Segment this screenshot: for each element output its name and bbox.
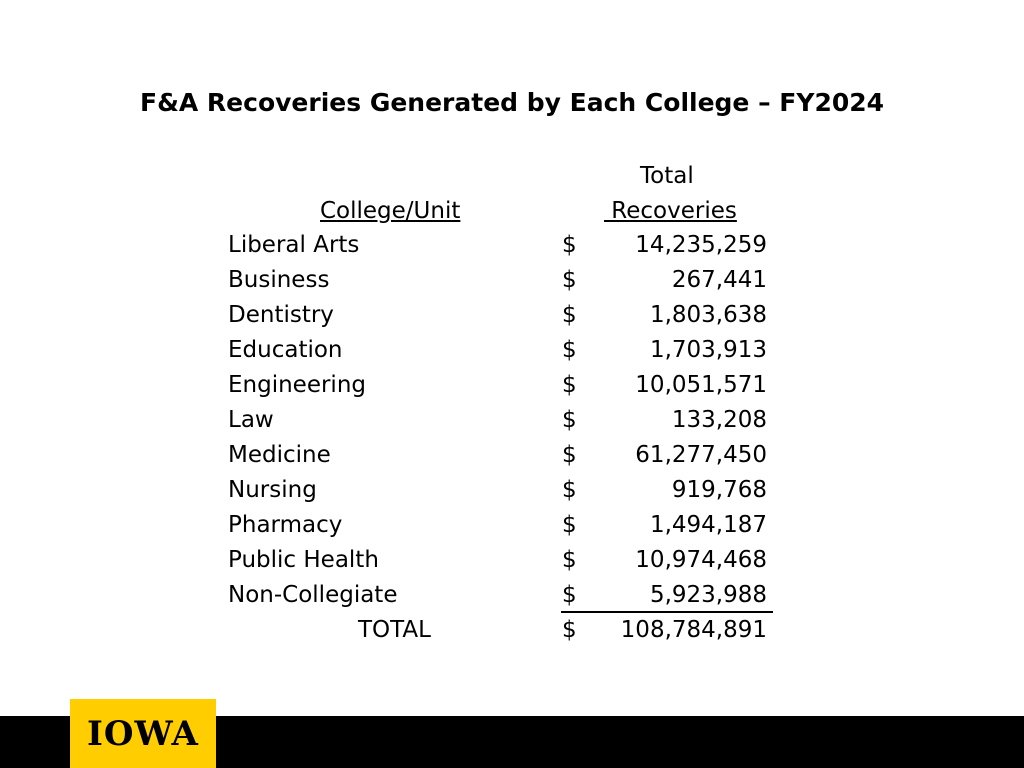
college-name: Nursing bbox=[228, 477, 317, 503]
table-row bbox=[0, 475, 1024, 510]
recovery-amount: 267,441 bbox=[671, 267, 767, 293]
table-row bbox=[0, 370, 1024, 405]
currency-symbol: $ bbox=[562, 547, 577, 573]
table-row bbox=[0, 405, 1024, 440]
table-row bbox=[0, 545, 1024, 580]
currency-symbol: $ bbox=[562, 407, 577, 433]
table-row bbox=[0, 440, 1024, 475]
total-amount: 108,784,891 bbox=[620, 617, 767, 643]
college-name: Business bbox=[228, 267, 330, 293]
logo-wordmark: IOWA bbox=[87, 713, 199, 754]
recovery-amount: 1,803,638 bbox=[649, 302, 767, 328]
recovery-amount: 10,974,468 bbox=[635, 547, 767, 573]
recoveries-table bbox=[0, 230, 1024, 650]
currency-symbol: $ bbox=[562, 372, 577, 398]
recovery-amount: 1,703,913 bbox=[649, 337, 767, 363]
college-name: Non-Collegiate bbox=[228, 582, 398, 608]
subtotal-underline bbox=[561, 611, 773, 613]
table-row bbox=[0, 580, 1024, 615]
recovery-amount: 133,208 bbox=[671, 407, 767, 433]
currency-symbol: $ bbox=[562, 442, 577, 468]
currency-symbol: $ bbox=[562, 302, 577, 328]
table-row bbox=[0, 230, 1024, 265]
recovery-amount: 1,494,187 bbox=[649, 512, 767, 538]
recovery-amount: 14,235,259 bbox=[635, 232, 767, 258]
currency-symbol: $ bbox=[562, 617, 577, 643]
currency-symbol: $ bbox=[562, 267, 577, 293]
currency-symbol: $ bbox=[562, 477, 577, 503]
table-row bbox=[0, 335, 1024, 370]
currency-symbol: $ bbox=[562, 582, 577, 608]
total-label: TOTAL bbox=[358, 617, 431, 643]
college-name: Education bbox=[228, 337, 343, 363]
iowa-logo bbox=[70, 699, 216, 768]
total-column-header-line1: Total bbox=[640, 163, 694, 189]
total-column-header-line2: Recoveries bbox=[604, 198, 737, 224]
college-name: Public Health bbox=[228, 547, 379, 573]
currency-symbol: $ bbox=[562, 337, 577, 363]
recovery-amount: 61,277,450 bbox=[635, 442, 767, 468]
total-row bbox=[0, 615, 1024, 650]
table-row bbox=[0, 265, 1024, 300]
college-name: Law bbox=[228, 407, 274, 433]
unit-column-header: College/Unit bbox=[320, 198, 461, 224]
college-name: Liberal Arts bbox=[228, 232, 360, 258]
table-row bbox=[0, 300, 1024, 335]
currency-symbol: $ bbox=[562, 512, 577, 538]
college-name: Pharmacy bbox=[228, 512, 343, 538]
recovery-amount: 919,768 bbox=[671, 477, 767, 503]
page-title: F&A Recoveries Generated by Each College – FY2024 bbox=[140, 88, 885, 117]
college-name: Engineering bbox=[228, 372, 366, 398]
table-row bbox=[0, 510, 1024, 545]
recovery-amount: 5,923,988 bbox=[649, 582, 767, 608]
recovery-amount: 10,051,571 bbox=[635, 372, 767, 398]
college-name: Dentistry bbox=[228, 302, 334, 328]
college-name: Medicine bbox=[228, 442, 331, 468]
currency-symbol: $ bbox=[562, 232, 577, 258]
